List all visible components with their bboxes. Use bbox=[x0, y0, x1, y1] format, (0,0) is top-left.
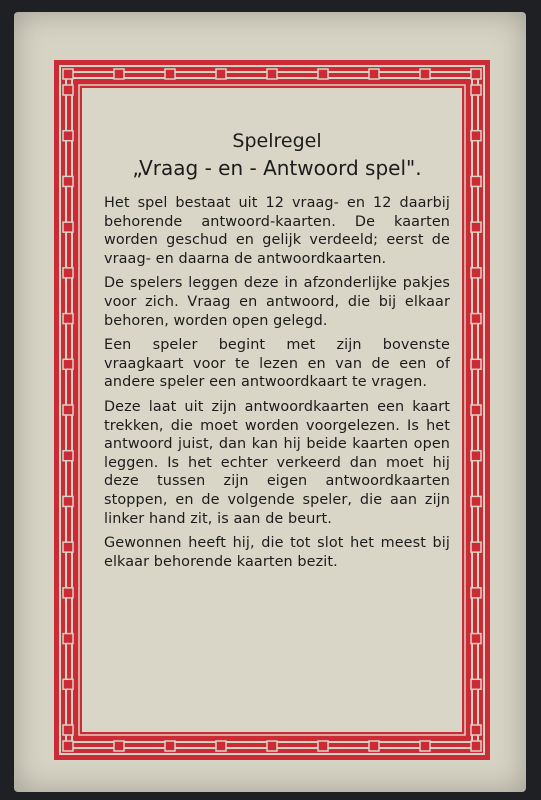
frame-square bbox=[267, 69, 277, 79]
frame-square bbox=[63, 405, 73, 415]
frame-square bbox=[471, 314, 481, 324]
frame-square bbox=[63, 451, 73, 461]
frame-square bbox=[471, 542, 481, 552]
rules-subtitle: „Vraag - en - Antwoord spel". bbox=[132, 156, 422, 180]
frame-square bbox=[471, 679, 481, 689]
frame-square bbox=[63, 679, 73, 689]
frame-square bbox=[63, 496, 73, 506]
frame-square bbox=[471, 588, 481, 598]
frame-square bbox=[471, 451, 481, 461]
frame-square bbox=[471, 69, 481, 79]
frame-square bbox=[63, 222, 73, 232]
frame-square bbox=[471, 222, 481, 232]
frame-square bbox=[63, 131, 73, 141]
frame-square bbox=[369, 69, 379, 79]
frame-square bbox=[63, 741, 73, 751]
frame-square bbox=[63, 542, 73, 552]
frame-square bbox=[420, 741, 430, 751]
frame-square bbox=[216, 69, 226, 79]
frame-square bbox=[471, 131, 481, 141]
rules-paragraph-5: Gewonnen heeft hij, die tot slot het meest bij elkaar behorende kaarten bezit. bbox=[104, 535, 450, 570]
frame-square bbox=[63, 268, 73, 278]
rules-paragraph-1: Het spel bestaat uit 12 vraag- en 12 daarbij behorende antwoord-kaarten. De kaarten worden geschud en gelijk verdeeld; eerst de vraag- en daarna de antwoordkaarten. bbox=[104, 195, 450, 267]
frame-square bbox=[63, 69, 73, 79]
frame-square bbox=[471, 496, 481, 506]
rules-text-panel bbox=[104, 128, 450, 577]
frame-square bbox=[318, 741, 328, 751]
frame-square bbox=[63, 634, 73, 644]
frame-square bbox=[318, 69, 328, 79]
frame-square bbox=[63, 176, 73, 186]
frame-square bbox=[165, 69, 175, 79]
game-rules-card bbox=[14, 12, 526, 792]
frame-square bbox=[63, 725, 73, 735]
frame-square bbox=[114, 69, 124, 79]
frame-square bbox=[471, 176, 481, 186]
frame-square bbox=[63, 588, 73, 598]
frame-square bbox=[420, 69, 430, 79]
frame-square bbox=[471, 268, 481, 278]
rules-paragraph-2: De spelers leggen deze in afzonderlijke pakjes voor zich. Vraag en antwoord, die bij elkaar behoren, worden open gelegd. bbox=[104, 275, 450, 329]
rules-paragraph-3: Een speler begint met zijn bovenste vraagkaart voor te lezen en van de een of andere speler een antwoordkaart te vragen. bbox=[104, 337, 450, 391]
frame-square bbox=[471, 741, 481, 751]
frame-square bbox=[63, 359, 73, 369]
frame-square bbox=[114, 741, 124, 751]
frame-square bbox=[471, 405, 481, 415]
frame-square bbox=[216, 741, 226, 751]
rules-paragraph-4: Deze laat uit zijn antwoordkaarten een kaart trekken, die moet worden voorgelezen. Is het antwoord juist, dan kan hij beide kaarten open leggen. Is het echter verkeerd dan moet hij deze tussen zijn eigen antwoordkaarten stoppen, en de volgende speler, die aan zijn linker hand zit, is aan de beurt. bbox=[104, 398, 450, 527]
frame-square bbox=[369, 741, 379, 751]
frame-square bbox=[471, 359, 481, 369]
frame-square bbox=[63, 314, 73, 324]
rules-title: Spelregel bbox=[232, 130, 322, 152]
frame-square bbox=[63, 85, 73, 95]
frame-square bbox=[267, 741, 277, 751]
frame-square bbox=[471, 85, 481, 95]
frame-square bbox=[471, 634, 481, 644]
frame-square bbox=[165, 741, 175, 751]
frame-square bbox=[471, 725, 481, 735]
